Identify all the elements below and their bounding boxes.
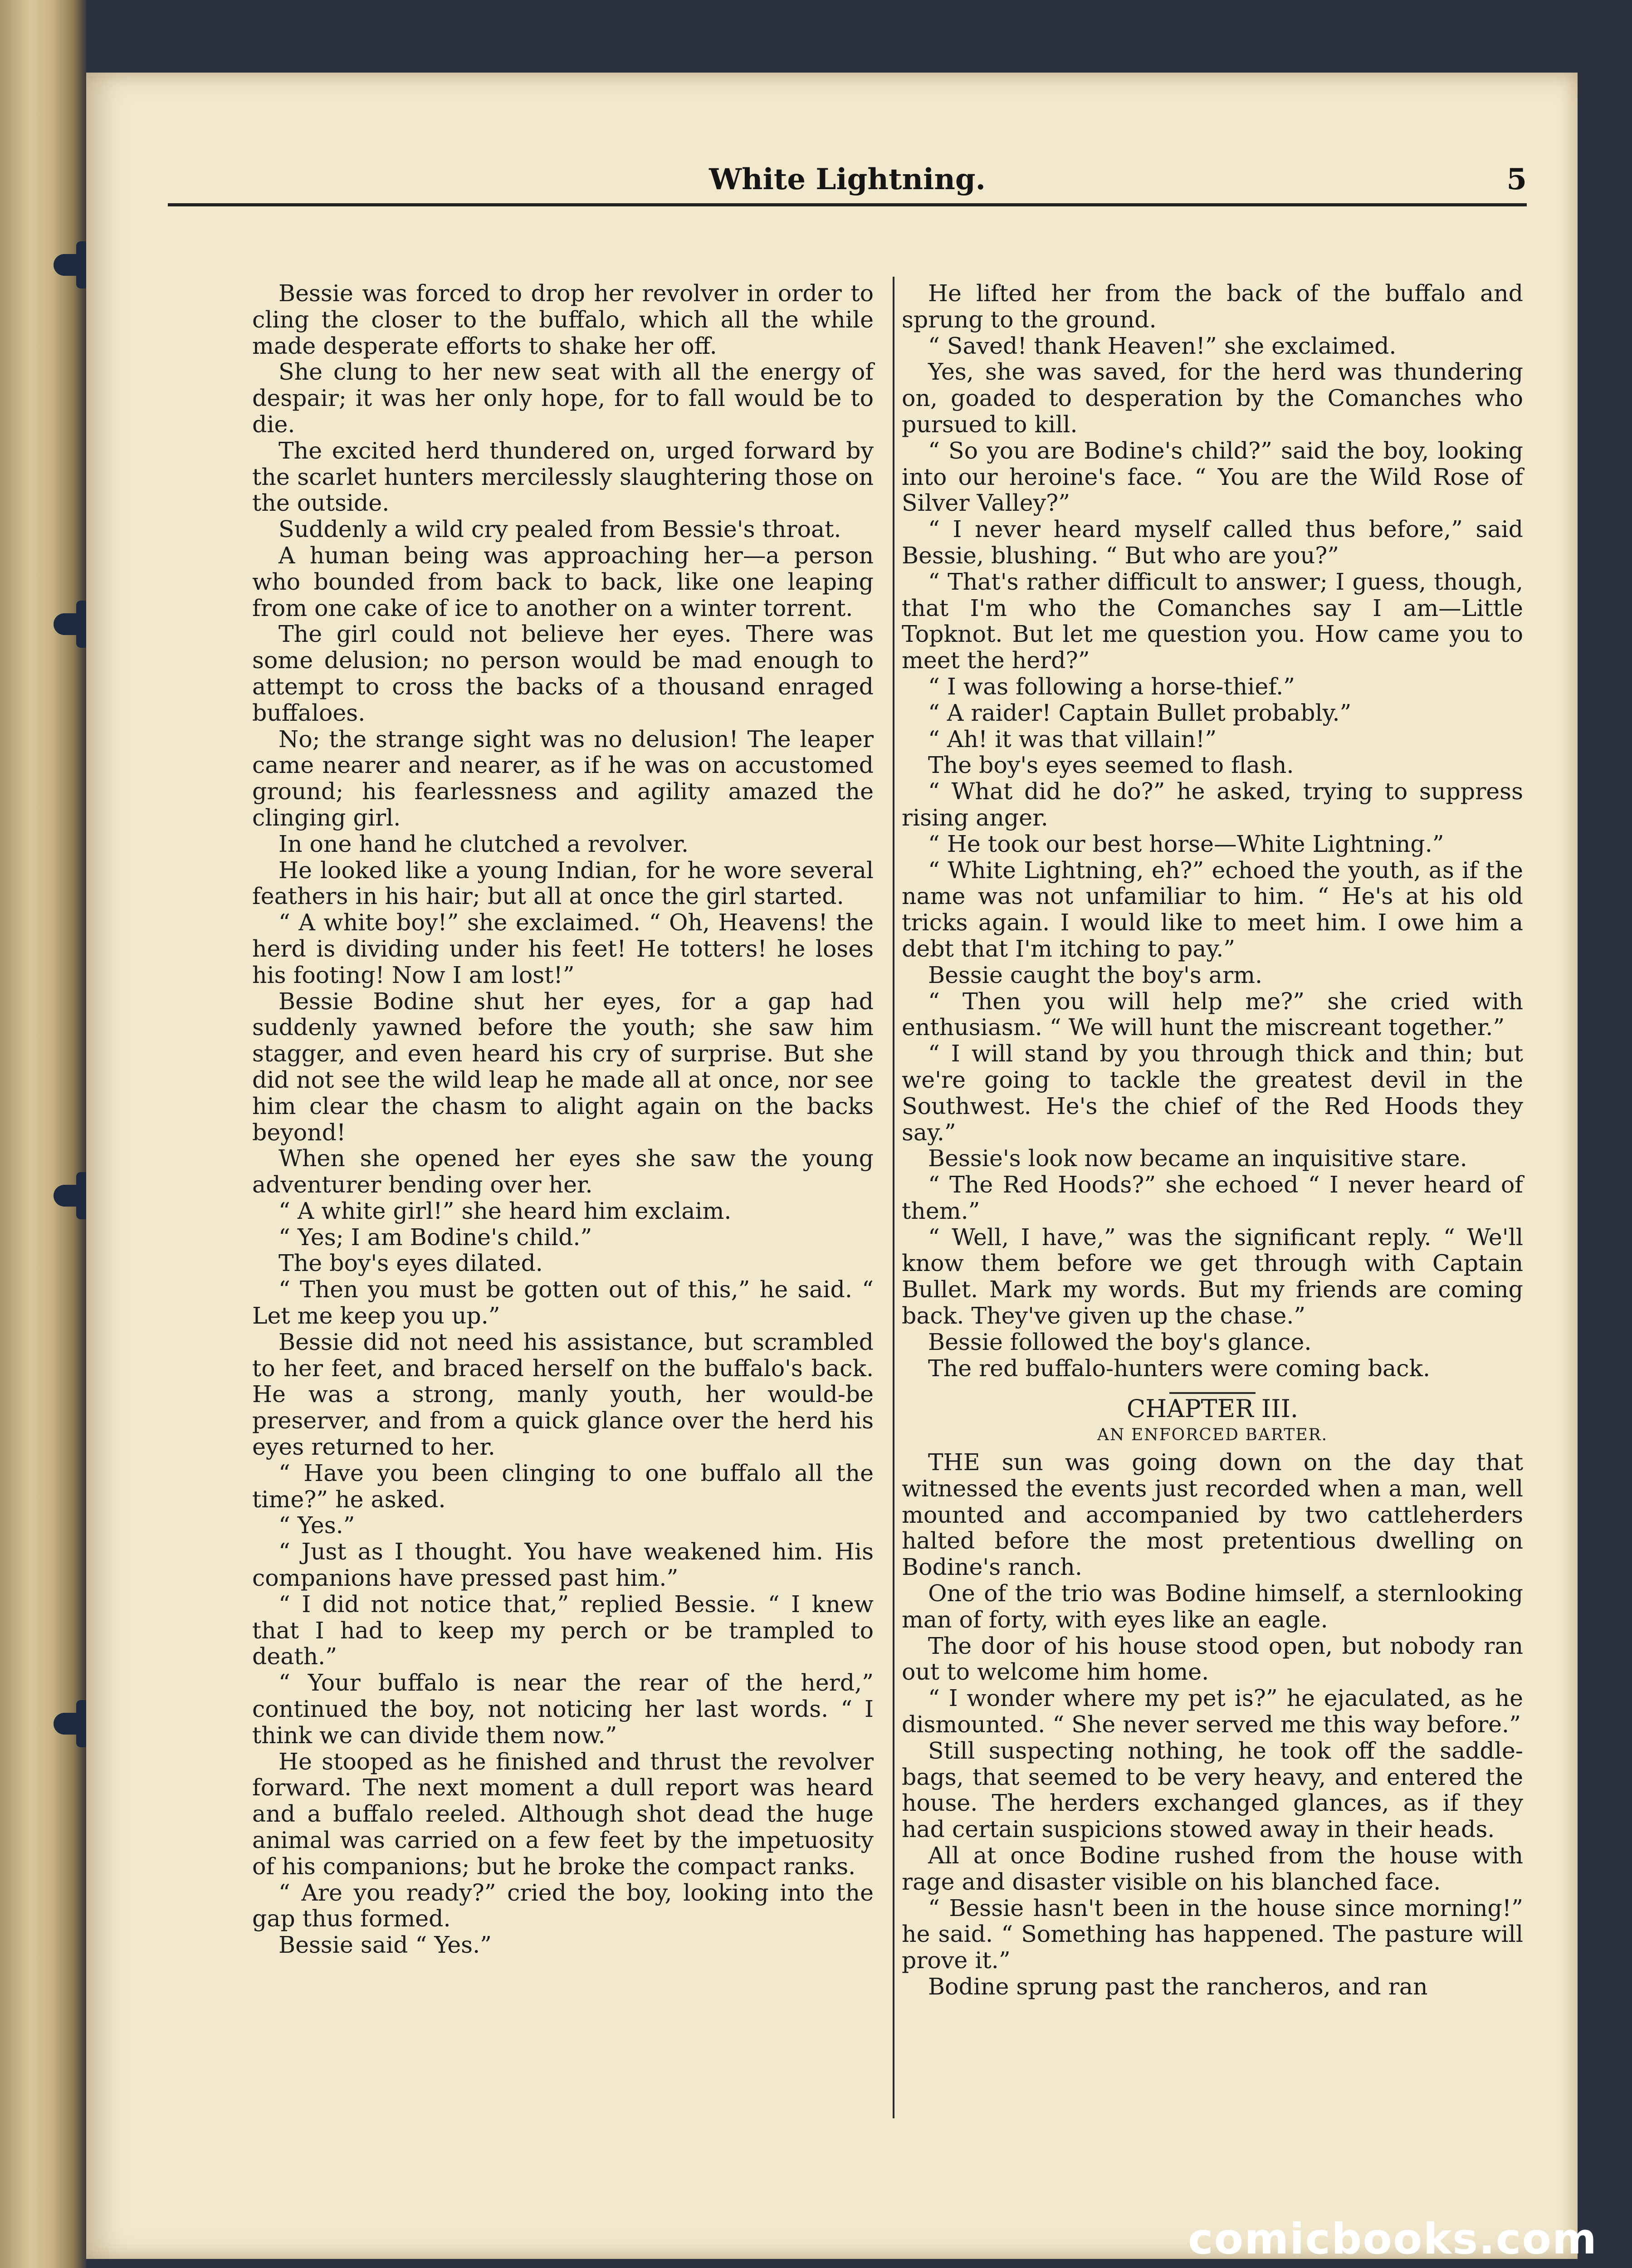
paragraph: “ Have you been clinging to one buffalo all the time?” he asked.: [252, 1459, 874, 1513]
paragraph: He stooped as he finished and thrust the revolver forward. The next moment a dull report was heard and a buffalo reeled. Although shot dead the huge animal was carried on a few feet by the impetuosity of his companions; but he broke the compact ranks.: [252, 1748, 874, 1880]
paragraph: He lifted her from the back of the buffalo and sprung to the ground.: [902, 280, 1523, 333]
column-divider: [893, 277, 894, 2118]
right-column: [902, 280, 1523, 2000]
paragraph: The excited herd thundered on, urged forward by the scarlet hunters mercilessly slaughtering those on the outside.: [252, 437, 874, 517]
running-head: [168, 136, 1527, 204]
paragraph: A human being was approaching her—a person who bounded from back to back, like one leaping from one cake of ice to another on a winter torrent.: [252, 542, 874, 621]
right-column-top: [902, 280, 1523, 1381]
header-rule: [168, 203, 1527, 206]
paragraph: “ I was following a horse-thief.”: [928, 673, 1295, 700]
paragraph: “ A raider! Captain Bullet probably.”: [928, 699, 1352, 726]
paragraph: Bessie followed the boy's glance.: [928, 1328, 1312, 1355]
paragraph: “ Well, I have,” was the significant reply. “ We'll know them before we get through with Captain Bullet. Mark my words. But my friends are coming back. They've given up the chase.”: [902, 1223, 1523, 1330]
paragraph: “ Yes.”: [279, 1512, 355, 1539]
paragraph: “ I never heard myself called thus before,” said Bessie, blushing. “ But who are you?”: [902, 516, 1523, 569]
paragraph: Bessie caught the boy's arm.: [928, 961, 1263, 988]
paragraph: The boy's eyes seemed to flash.: [928, 752, 1294, 779]
paragraph: “ Are you ready?” cried the boy, looking into the gap thus formed.: [252, 1879, 874, 1932]
paragraph: “ That's rather difficult to answer; I guess, though, that I'm who the Comanches say I am—Little Topknot. But let me question you. How came you to meet the herd?”: [902, 568, 1523, 674]
page-number: 5: [1506, 162, 1527, 196]
paragraph: Bessie did not need his assistance, but scrambled to her feet, and braced herself on the buffalo's back. He was a strong, manly youth, her would-be preserver, and from a quick glance over the herd his eyes returned to her.: [252, 1328, 874, 1461]
paragraph: “ The Red Hoods?” she echoed “ I never heard of them.”: [902, 1171, 1523, 1224]
paragraph: The girl could not believe her eyes. There was some delusion; no person would be mad enough to attempt to cross the backs of a thousand enraged buffaloes.: [252, 621, 874, 726]
paragraph: “ He took our best horse—White Lightning.”: [928, 830, 1444, 857]
page-title: White Lightning.: [709, 162, 986, 196]
paragraph: The door of his house stood open, but nobody ran out to welcome him home.: [902, 1632, 1523, 1686]
paragraph: “ What did he do?” he asked, trying to suppress rising anger.: [902, 778, 1523, 831]
paragraph: Bessie's look now became an inquisitive stare.: [928, 1145, 1467, 1172]
paragraph: “ I did not notice that,” replied Bessie. “ I knew that I had to keep my perch or be trampled to death.”: [252, 1590, 874, 1670]
paragraph: THE sun was going down on the day that witnessed the events just recorded when a man, well mounted and accompanied by two cattleherders halted before the most pretentious dwelling on Bodine's ranch.: [902, 1449, 1523, 1581]
site-watermark: comicbooks.com: [1187, 2214, 1598, 2264]
paragraph: Still suspecting nothing, he took off the saddle-bags, that seemed to be very heavy, and entered the house. The herders exchanged glances, as if they had certain suspicions stowed away in their heads.: [902, 1737, 1523, 1843]
paragraph: Bessie Bodine shut her eyes, for a gap had suddenly yawned before the youth; she saw him stagger, and even heard his cry of surprise. But she did not see the wild leap he made all at once, nor see him clear the chasm to alight again on the backs beyond!: [252, 987, 874, 1146]
paragraph: “ Then you will help me?” she cried with enthusiasm. “ We will hunt the miscreant together.”: [902, 987, 1523, 1041]
paragraph: One of the trio was Bodine himself, a sternlooking man of forty, with eyes like an eagle.: [902, 1580, 1523, 1633]
paragraph: “ Yes; I am Bodine's child.”: [279, 1223, 592, 1251]
paragraph: Bessie was forced to drop her revolver in order to cling the closer to the buffalo, which all the while made desperate efforts to shake her off.: [252, 280, 874, 359]
paragraph: In one hand he clutched a revolver.: [279, 830, 689, 857]
paragraph: “ A white girl!” she heard him exclaim.: [279, 1197, 732, 1224]
paragraph: “ Your buffalo is near the rear of the herd,” continued the boy, not noticing her last words. “ I think we can divide them now.”: [252, 1669, 874, 1749]
paragraph: Suddenly a wild cry pealed from Bessie's throat.: [279, 516, 841, 543]
paragraph: “ Just as I thought. You have weakened him. His companions have pressed past him.”: [252, 1538, 874, 1592]
paragraph: “ Saved! thank Heaven!” she exclaimed.: [928, 332, 1397, 359]
paragraph: “ White Lightning, eh?” echoed the youth, as if the name was not unfamiliar to him. “ He's at his old tricks again. I would like to meet him. I owe him a debt that I'm itching to pay.”: [902, 856, 1523, 962]
paragraph: Bodine sprung past the rancheros, and ran: [928, 1973, 1428, 2000]
paragraph: “ Then you must be gotten out of this,” he said. “ Let me keep you up.”: [252, 1276, 874, 1330]
paragraph: “ A white boy!” she exclaimed. “ Oh, Heavens! the herd is dividing under his feet! He totters! he loses his footing! Now I am lost!”: [252, 909, 874, 988]
paragraph: “ Bessie hasn't been in the house since morning!” he said. “ Something has happened. The pasture will prove it.”: [902, 1894, 1523, 1974]
chapter-subtitle: AN ENFORCED BARTER.: [1097, 1426, 1328, 1445]
paragraph: No; the strange sight was no delusion! The leaper came nearer and nearer, as if he was on accustomed ground; his fearlessness and agility amazed the clinging girl.: [252, 725, 874, 831]
right-column-bottom: [902, 1449, 1523, 2000]
paragraph: She clung to her new seat with all the energy of despair; it was her only hope, for to fall would be to die.: [252, 358, 874, 438]
paragraph: Yes, she was saved, for the herd was thundering on, goaded to desperation by the Comanches who pursued to kill.: [902, 358, 1523, 438]
paragraph: “ So you are Bodine's child?” said the boy, looking into our heroine's face. “ You are the Wild Rose of Silver Valley?”: [902, 437, 1523, 517]
paragraph: “ Ah! it was that villain!”: [928, 725, 1217, 753]
paragraph: Bessie said “ Yes.”: [279, 1931, 492, 1959]
paragraph: The red buffalo-hunters were coming back.: [928, 1354, 1431, 1382]
left-column: [252, 280, 874, 1958]
paragraph: He looked like a young Indian, for he wore several feathers in his hair; but all at once the girl started.: [252, 856, 874, 910]
paragraph: “ I wonder where my pet is?” he ejaculated, as he dismounted. “ She never served me this way before.”: [902, 1685, 1523, 1738]
paragraph: The boy's eyes dilated.: [279, 1250, 543, 1277]
paragraph: All at once Bodine rushed from the house with rage and disaster visible on his blanched face.: [902, 1842, 1523, 1895]
chapter-rule: [1169, 1392, 1256, 1394]
paragraph: When she opened her eyes she saw the young adventurer bending over her.: [252, 1145, 874, 1198]
binding-spine: [0, 0, 86, 2268]
chapter-title: CHAPTER III.: [1126, 1394, 1299, 1423]
paragraph: “ I will stand by you through thick and thin; but we're going to tackle the greatest devil in the Southwest. He's the chief of the Red Hoods they say.”: [902, 1040, 1523, 1146]
